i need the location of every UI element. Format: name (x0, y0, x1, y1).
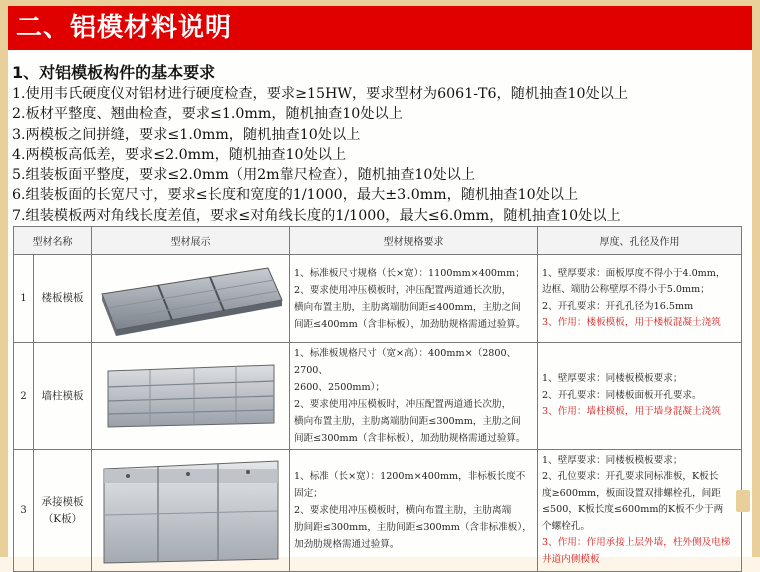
row-name: 楼板模板 (34, 255, 92, 343)
requirement-item: 3.两模板之间拼缝，要求≤1.0mm，随机抽查10处以上 (12, 126, 361, 143)
row-spec (290, 450, 538, 572)
row-notes (538, 450, 742, 572)
spec-line: 横向布置主肋，主肋离端肋间距≤300mm，主肋之间 (294, 416, 521, 427)
requirement-item: 4.两模板高低差，要求≤2.0mm，随机抽查10处以上 (12, 146, 347, 163)
table-row (14, 343, 742, 450)
spec-line: 间距≤300mm（含非标板），加劲肋规格需通过验算。 (294, 433, 526, 444)
spec-table (13, 226, 742, 572)
section-title: 1、对铝模板构件的基本要求 (12, 63, 216, 82)
requirement-item: 7.组装模板两对角线长度差值，要求≤对角线长度的1/1000，最大≤6.0mm，随机抽查10处以上 (12, 207, 621, 224)
header-spec: 型材规格要求 (290, 227, 538, 255)
row-spec (290, 343, 538, 450)
spec-line: 固定； (294, 488, 323, 499)
usage-line: 3、作用：楼板模板，用于楼板混凝土浇筑 (542, 317, 721, 328)
spec-line: 2、要求使用冲压模板时，横向布置主肋，主肋离端 (294, 505, 512, 516)
requirement-item: 2.板材平整度、翘曲检查，要求≤1.0mm，随机抽查10处以上 (12, 106, 403, 123)
spec-line: 加劲肋规格需通过验算。 (294, 539, 400, 550)
row-name (34, 450, 92, 572)
floor-panel-image (92, 255, 290, 343)
note-line: 2、开孔要求：开孔孔径为16.5mm (542, 300, 694, 312)
requirements-list (12, 84, 747, 226)
requirement-item: 6.组装板面的长宽尺寸，要求≤长度和宽度的1/1000，最大±3.0mm，随机抽查10处以上 (12, 187, 579, 204)
spec-line: 2600、2500mm）； (294, 382, 386, 393)
row-notes (538, 255, 742, 343)
note-line: 边框、端肋公称壁厚不得小于5.0mm； (542, 284, 710, 295)
note-line: 1、壁厚要求：同楼板模板要求； (542, 454, 683, 466)
requirement-item: 1.使用韦氏硬度仪对铝材进行硬度检查，要求≥15HW，要求型材为6061-T6，随机抽查10处以上 (12, 86, 629, 102)
slide-title: 二、铝模材料说明 (16, 13, 233, 43)
row-name-line: （K板） (42, 512, 83, 525)
spec-line: 1、标准（长×宽）：1200m×400mm，非标板长度不 (294, 471, 526, 482)
row-spec (290, 255, 538, 343)
spec-line: 横向布置主肋，主肋离端肋间距≤400mm，主肋之间 (294, 301, 521, 313)
table-row (14, 255, 742, 343)
title-banner (8, 6, 752, 50)
note-line: 个螺栓孔。 (542, 520, 590, 532)
note-line: 1、壁厚要求：面板厚度不得小于4.0mm， (542, 267, 726, 279)
note-line: 1、壁厚要求：同楼板模板要求； (542, 373, 683, 385)
note-line: 度≥600mm，板面设置双排螺栓孔，间距 (542, 487, 721, 499)
note-line: 2、孔位要求：开孔要求同标准板，K板长 (542, 471, 719, 483)
header-name: 型材名称 (14, 227, 92, 255)
note-line: 2、开孔要求：同楼板面板开孔要求。 (542, 389, 702, 401)
usage-line: 3、作用：作用承接上层外墙，柱外侧及电梯井道内侧模板 (542, 537, 731, 565)
header-display: 型材展示 (92, 227, 290, 255)
spec-line: 肋间距≤300mm，主肋间距≤300mm（含非标准板）， (294, 522, 532, 533)
row-name-line: 承接模板 (41, 495, 84, 508)
row-index: 1 (14, 255, 34, 343)
spec-line: 1、标准板规格尺寸（宽×高）：400mm×（2800、2700、 (294, 348, 517, 376)
requirement-item: 5.组装板面平整度，要求≤2.0mm（用2m靠尺检查），随机抽查10处以上 (12, 167, 476, 184)
spec-line: 1、标准板尺寸规格（长×宽）：1100mm×400mm； (294, 267, 525, 279)
table-header-row (14, 227, 742, 255)
table-row (14, 450, 742, 572)
frame-right (752, 0, 760, 557)
row-index: 2 (14, 343, 34, 450)
note-line: ≤500，K板长度≤600mm的K板不少于两 (542, 504, 724, 516)
wall-panel-image (92, 343, 290, 450)
frame-left (0, 0, 8, 557)
k-panel-image (92, 450, 290, 572)
row-notes (538, 343, 742, 450)
side-decoration (736, 490, 750, 512)
spec-line: 2、要求使用冲压模板时，冲压配置两道通长次肋， (294, 284, 512, 296)
row-name: 墙柱模板 (34, 343, 92, 450)
spec-line: 2、要求使用冲压模板时，冲压配置两道通长次肋， (294, 399, 512, 410)
usage-line: 3、作用：墙柱模板，用于墙身混凝土浇筑 (542, 406, 721, 418)
spec-line: 间距≤400mm（含非标板），加劲肋规格需通过验算。 (294, 318, 526, 330)
row-index: 3 (14, 450, 34, 572)
header-notes: 厚度、孔径及作用 (538, 227, 742, 255)
